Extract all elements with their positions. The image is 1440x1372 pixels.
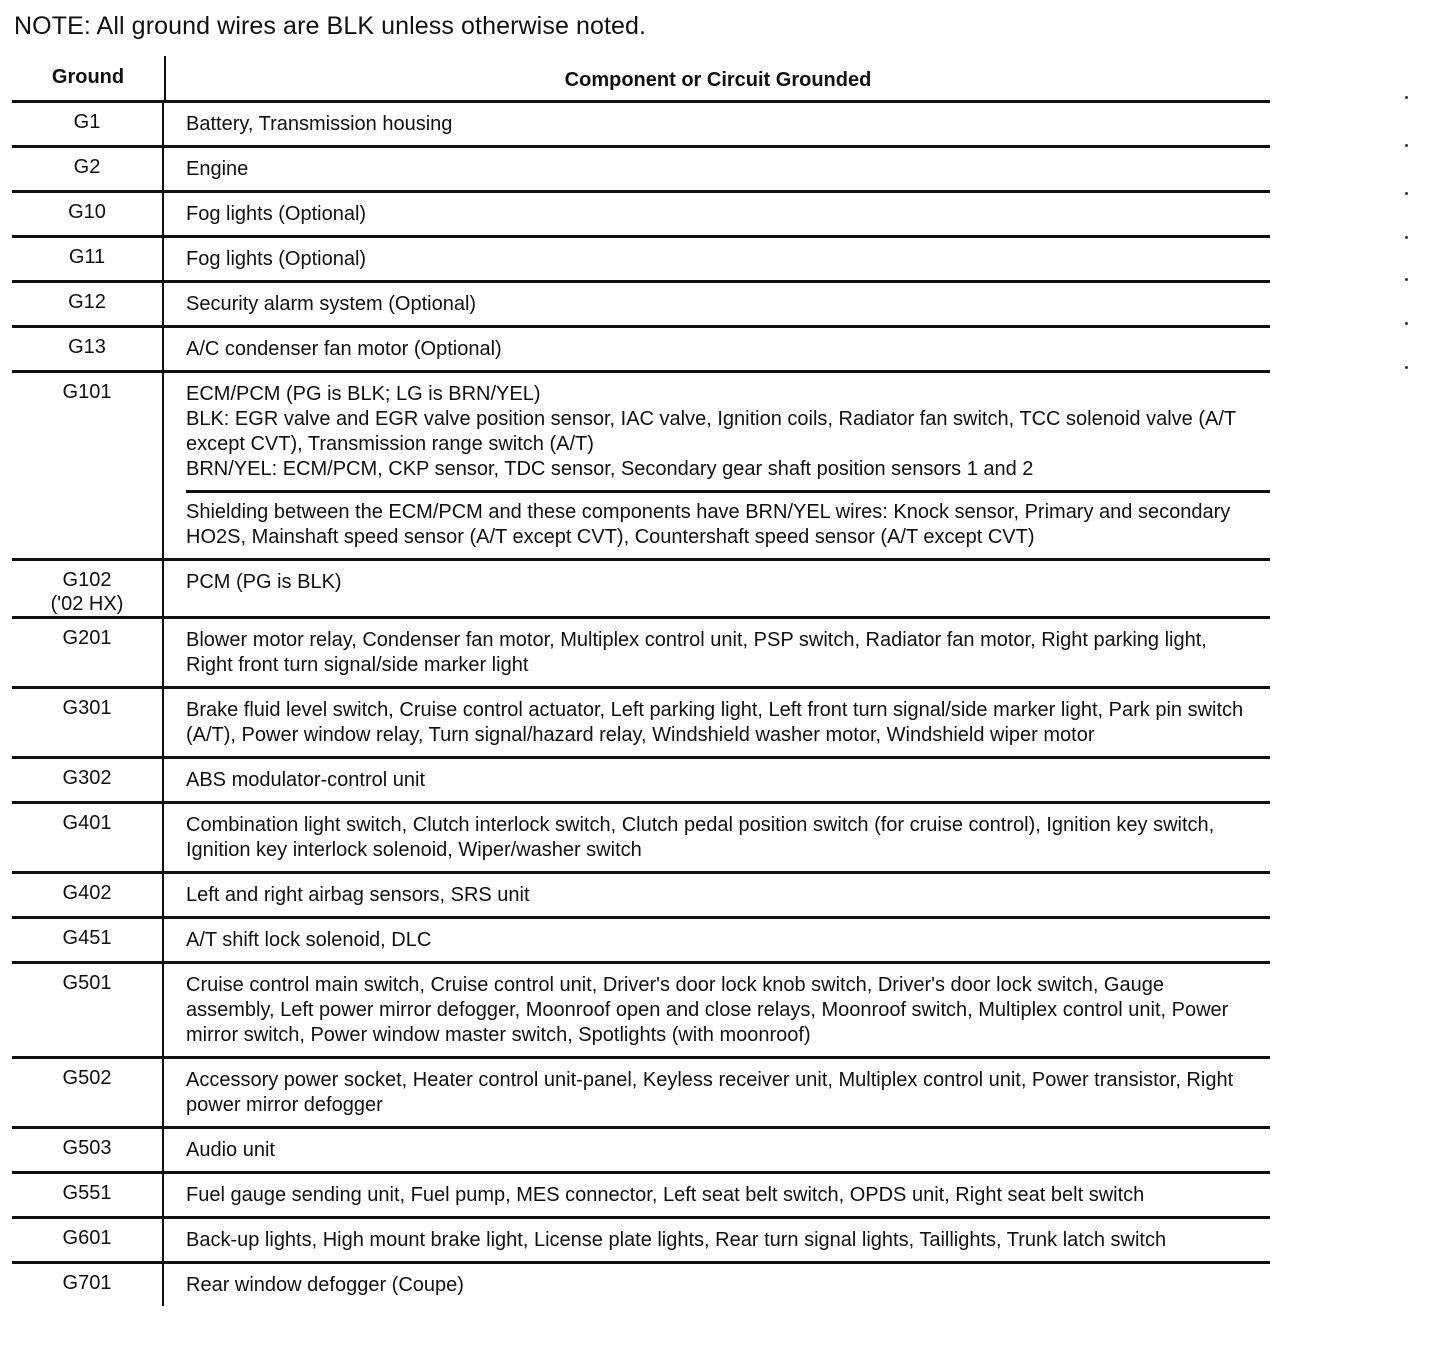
ground-id: G101 [12, 373, 164, 558]
table-row [12, 148, 1270, 193]
page-note: NOTE: All ground wires are BLK unless otherwise noted. [14, 12, 647, 40]
scan-dot [1405, 144, 1408, 147]
table-row [12, 193, 1270, 238]
table-row [12, 874, 1270, 919]
ground-id: G501 [12, 964, 164, 1056]
component-text: Rear window defogger (Coupe) [186, 1274, 464, 1296]
table-row [12, 283, 1270, 328]
component-text: Fog lights (Optional) [186, 248, 367, 270]
component-text: Cruise control main switch, Cruise control unit, Driver's door lock knob switch, Driver's door lock switch, Gauge assembly, Left power mirror defogger, Moonroof open and close relays, Moonroof switch, Multiplex control unit, Power mirror switch, Power window master switch, Spotlights (with moonroof) [186, 974, 1229, 1046]
table-row [12, 1129, 1270, 1174]
scan-dot [1405, 192, 1408, 195]
ground-id: G201 [12, 619, 164, 686]
ground-id: G502 [12, 1059, 164, 1126]
component-text: Left and right airbag sensors, SRS unit [186, 884, 530, 906]
ground-id: G11 [12, 238, 164, 280]
table-row [12, 919, 1270, 964]
component-text: A/C condenser fan motor (Optional) [186, 338, 502, 360]
scan-dot [1405, 96, 1408, 99]
ground-id: G1 [12, 103, 164, 145]
scan-dot [1405, 236, 1408, 239]
component-text: Blower motor relay, Condenser fan motor, Multiplex control unit, PSP switch, Radiator fan motor, Right parking light, Right front turn signal/side marker light [186, 629, 1207, 676]
table-row [12, 1059, 1270, 1129]
ground-table [12, 56, 1270, 1306]
ground-id: G451 [12, 919, 164, 961]
ground-id: G10 [12, 193, 164, 235]
ground-id: G102 ('02 HX) [12, 561, 164, 616]
component-text: Brake fluid level switch, Cruise control actuator, Left parking light, Left front turn signal/side marker light, Park pin switch (A/T), Power window relay, Turn signal/hazard relay, Windshield washer motor, Windshield wiper motor [186, 699, 1244, 746]
table-row [12, 804, 1270, 874]
scan-dot [1405, 322, 1408, 325]
table-row [12, 238, 1270, 283]
component-text: Engine [186, 158, 249, 180]
component-text: A/T shift lock solenoid, DLC [186, 929, 432, 951]
ground-id: G402 [12, 874, 164, 916]
ground-id: G601 [12, 1219, 164, 1261]
table-row [12, 964, 1270, 1059]
component-text: Fog lights (Optional) [186, 203, 367, 225]
ground-model-note: ('02 HX) [50, 593, 124, 615]
table-header [12, 56, 1270, 103]
ground-id: G551 [12, 1174, 164, 1216]
ground-id: G701 [12, 1264, 164, 1306]
component-text: Fuel gauge sending unit, Fuel pump, MES connector, Left seat belt switch, OPDS unit, Right seat belt switch [186, 1184, 1145, 1206]
component-text: ABS modulator-control unit [186, 769, 426, 791]
component-column-header: Component or Circuit Grounded [564, 69, 872, 91]
ground-id: G13 [12, 328, 164, 370]
ground-column-header: Ground [12, 56, 166, 100]
ground-id: G2 [12, 148, 164, 190]
scan-dot [1405, 366, 1408, 369]
ground-id: G12 [12, 283, 164, 325]
table-row [12, 328, 1270, 373]
ground-id: G401 [12, 804, 164, 871]
component-text: PCM (PG is BLK) [186, 571, 342, 593]
component-text: Accessory power socket, Heater control unit-panel, Keyless receiver unit, Multiplex control unit, Power transistor, Right power mirror defogger [186, 1069, 1234, 1116]
table-row [12, 689, 1270, 759]
table-row [12, 373, 1270, 561]
shielding-note: Shielding between the ECM/PCM and these components have BRN/YEL wires: Knock sensor, Primary and secondary HO2S, Mainshaft speed sensor (A/T except CVT), Countershaft speed sensor (A/T except CVT) [186, 490, 1270, 550]
ground-id: G503 [12, 1129, 164, 1171]
ground-id: G302 [12, 759, 164, 801]
table-row [12, 103, 1270, 148]
component-text: Back-up lights, High mount brake light, License plate lights, Rear turn signal lights, Taillights, Trunk latch switch [186, 1229, 1167, 1251]
table-row [12, 619, 1270, 689]
component-text: Battery, Transmission housing [186, 113, 453, 135]
table-row [12, 1219, 1270, 1264]
component-text: Combination light switch, Clutch interlock switch, Clutch pedal position switch (for cruise control), Ignition key switch, Ignition key interlock solenoid, Wiper/washer switch [186, 814, 1215, 861]
scan-dot [1405, 278, 1408, 281]
table-row [12, 561, 1270, 619]
component-text: ECM/PCM (PG is BLK; LG is BRN/YEL) BLK: EGR valve and EGR valve position sensor, IAC valve, Ignition coils, Radiator fan switch, TCC solenoid valve (A/T except CVT), Transmission range switch (A/T) BRN/YEL: ECM/PCM, CKP sensor, TDC sensor, Secondary gear shaft position sensors 1 and 2 Shielding between the ECM/PCM and these components have BRN/YEL wires: Knock sensor, Primary and secondary HO2S, Mainshaft speed sensor (A/T except CVT), Countershaft speed sensor (A/T except CVT) [164, 373, 1270, 558]
table-row [12, 759, 1270, 804]
table-row [12, 1174, 1270, 1219]
ground-id: G301 [12, 689, 164, 756]
table-row [12, 1264, 1270, 1306]
component-text: Security alarm system (Optional) [186, 293, 477, 315]
component-text: Audio unit [186, 1139, 275, 1161]
